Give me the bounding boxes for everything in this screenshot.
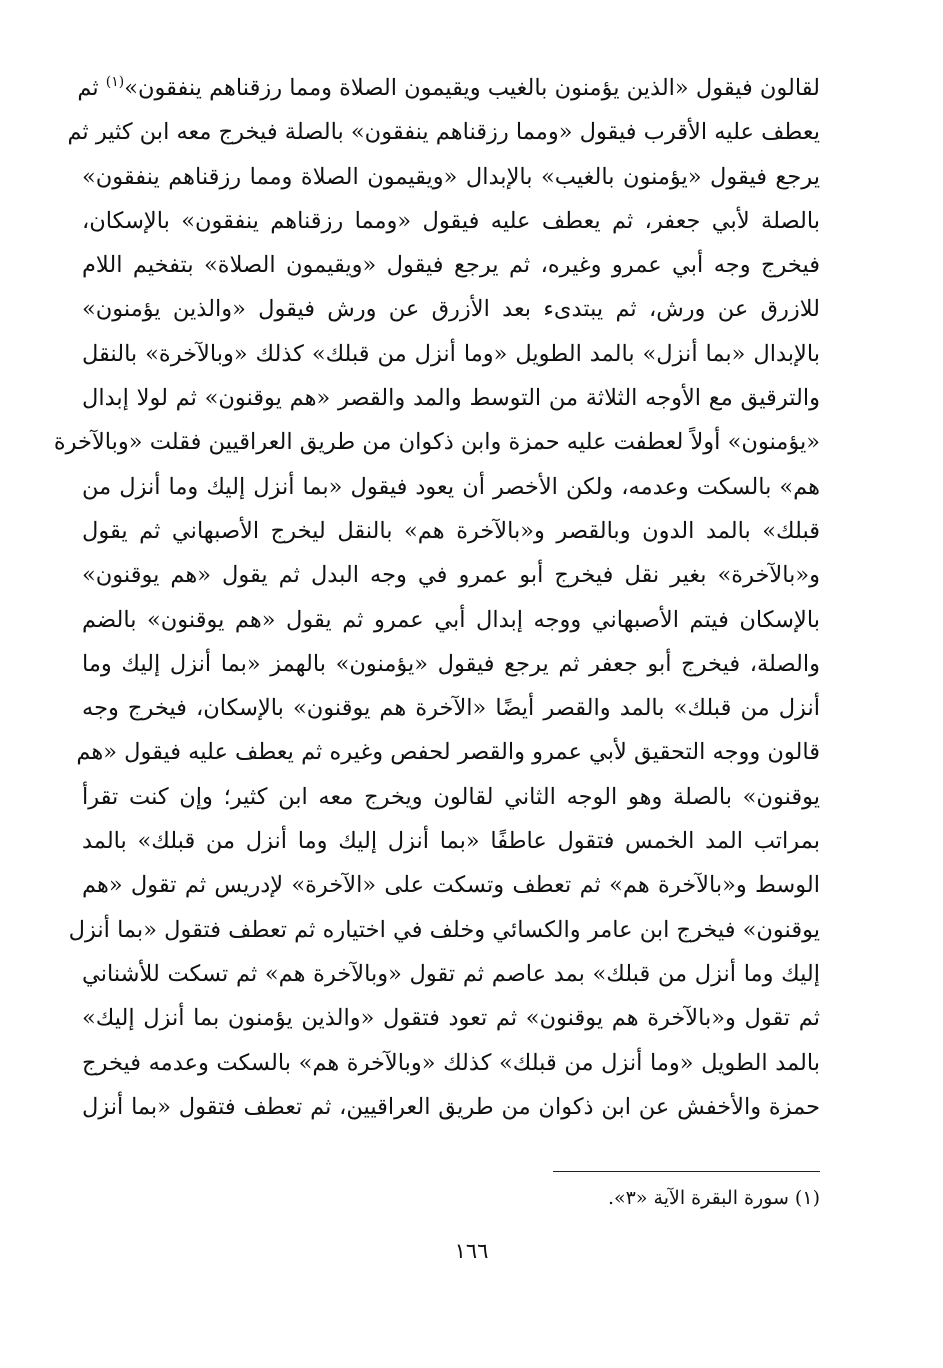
text-line: والصلة، فيخرج أبو جعفر ثم يرجع فيقول «يؤمنون» بالهمز «بما أنزل إليك وما	[82, 650, 820, 677]
text-line: يرجع فيقول «يؤمنون بالغيب» بالإبدال «ويقيمون الصلاة ومما رزقناهم ينفقون»	[82, 163, 820, 190]
text-line: إليك وما أنزل من قبلك» بمد عاصم ثم تقول «وبالآخرة هم» ثم تسكت للأشناني	[82, 960, 820, 987]
text-line: للازرق عن ورش، ثم يبتدىء بعد الأزرق عن ورش فيقول «والذين يؤمنون»	[82, 296, 820, 323]
text-line: بمراتب المد الخمس فتقول عاطفًا «بما أنزل إليك وما أنزل من قبلك» بالمد	[82, 828, 820, 855]
text-line: حمزة والأخفش عن ابن ذكوان من طريق العراقيين، ثم تعطف فتقول «بما أنزل	[82, 1093, 820, 1120]
text-line: بالصلة لأبي جعفر، ثم يعطف عليه فيقول «ومما رزقناهم ينفقون» بالإسكان،	[82, 207, 820, 234]
text-line: بالمد الطويل «وما أنزل من قبلك» كذلك «وبالآخرة هم» بالسكت وعدمه فيخرج	[82, 1049, 820, 1076]
text-line: قبلك» بالمد الدون وبالقصر و«بالآخرة هم» بالنقل ليخرج الأصبهاني ثم يقول	[82, 517, 820, 544]
text-line: الوسط و«بالآخرة هم» ثم تعطف وتسكت على «الآخرة» لإدريس ثم تقول «هم	[82, 872, 820, 899]
text-line: بالإبدال «بما أنزل» بالمد الطويل «وما أنزل من قبلك» كذلك «وبالآخرة» بالنقل	[82, 340, 820, 367]
body-text	[53, 66, 820, 1129]
text-line: بالإسكان فيتم الأصبهاني ووجه إبدال أبي عمرو ثم يقول «هم يوقنون» بالضم	[82, 606, 820, 633]
text-line: «يؤمنون» أولاً لعطفت عليه حمزة وابن ذكوان من طريق العراقيين فقلت «وبالآخرة	[53, 429, 820, 456]
text-line: أنزل من قبلك» بالمد والقصر أيضًا «الآخرة هم يوقنون» بالإسكان، فيخرج وجه	[82, 695, 820, 722]
footnote-separator	[553, 1171, 820, 1172]
text-line: يوقنون» بالصلة وهو الوجه الثاني لقالون ويخرج معه ابن كثير؛ وإن كنت تقرأ	[82, 783, 820, 810]
text-line: و«بالآخرة» بغير نقل فيخرج أبو عمرو في وجه البدل ثم يقول «هم يوقنون»	[82, 562, 820, 589]
footnote: (١) سورة البقرة الآية «٣».	[607, 1187, 820, 1209]
text-line-1-end: ثم	[77, 75, 106, 101]
text-line: فيخرج وجه أبي عمرو وغيره، ثم يرجع فيقول «ويقيمون الصلاة» بتفخيم اللام	[82, 252, 820, 279]
text-line-1	[77, 66, 820, 110]
text-line-1-main: لقالون فيقول «الذين يؤمنون بالغيب ويقيمون الصلاة ومما رزقناهم ينفقون»	[124, 75, 820, 101]
text-line: والترقيق مع الأوجه الثلاثة من التوسط والمد والقصر «هم يوقنون» ثم لولا إبدال	[82, 385, 820, 412]
text-line: يعطف عليه الأقرب فيقول «ومما رزقناهم ينفقون» بالصلة فيخرج معه ابن كثير ثم	[67, 119, 820, 146]
text-line: قالون ووجه التحقيق لأبي عمرو والقصر لحفص وغيره ثم يعطف عليه فيقول «هم	[76, 739, 820, 766]
text-line: يوقنون» فيخرج ابن عامر والكسائي وخلف في اختياره ثم تعطف فتقول «بما أنزل	[68, 916, 820, 943]
page-number: ١٦٦	[454, 1239, 489, 1263]
footnote-reference: (١)	[105, 74, 125, 90]
text-line: هم» بالسكت وعدمه، ولكن الأخصر أن يعود فيقول «بما أنزل إليك وما أنزل من	[82, 473, 820, 500]
text-line: ثم تقول و«بالآخرة هم يوقنون» ثم تعود فتقول «والذين يؤمنون بما أنزل إليك»	[82, 1005, 820, 1032]
